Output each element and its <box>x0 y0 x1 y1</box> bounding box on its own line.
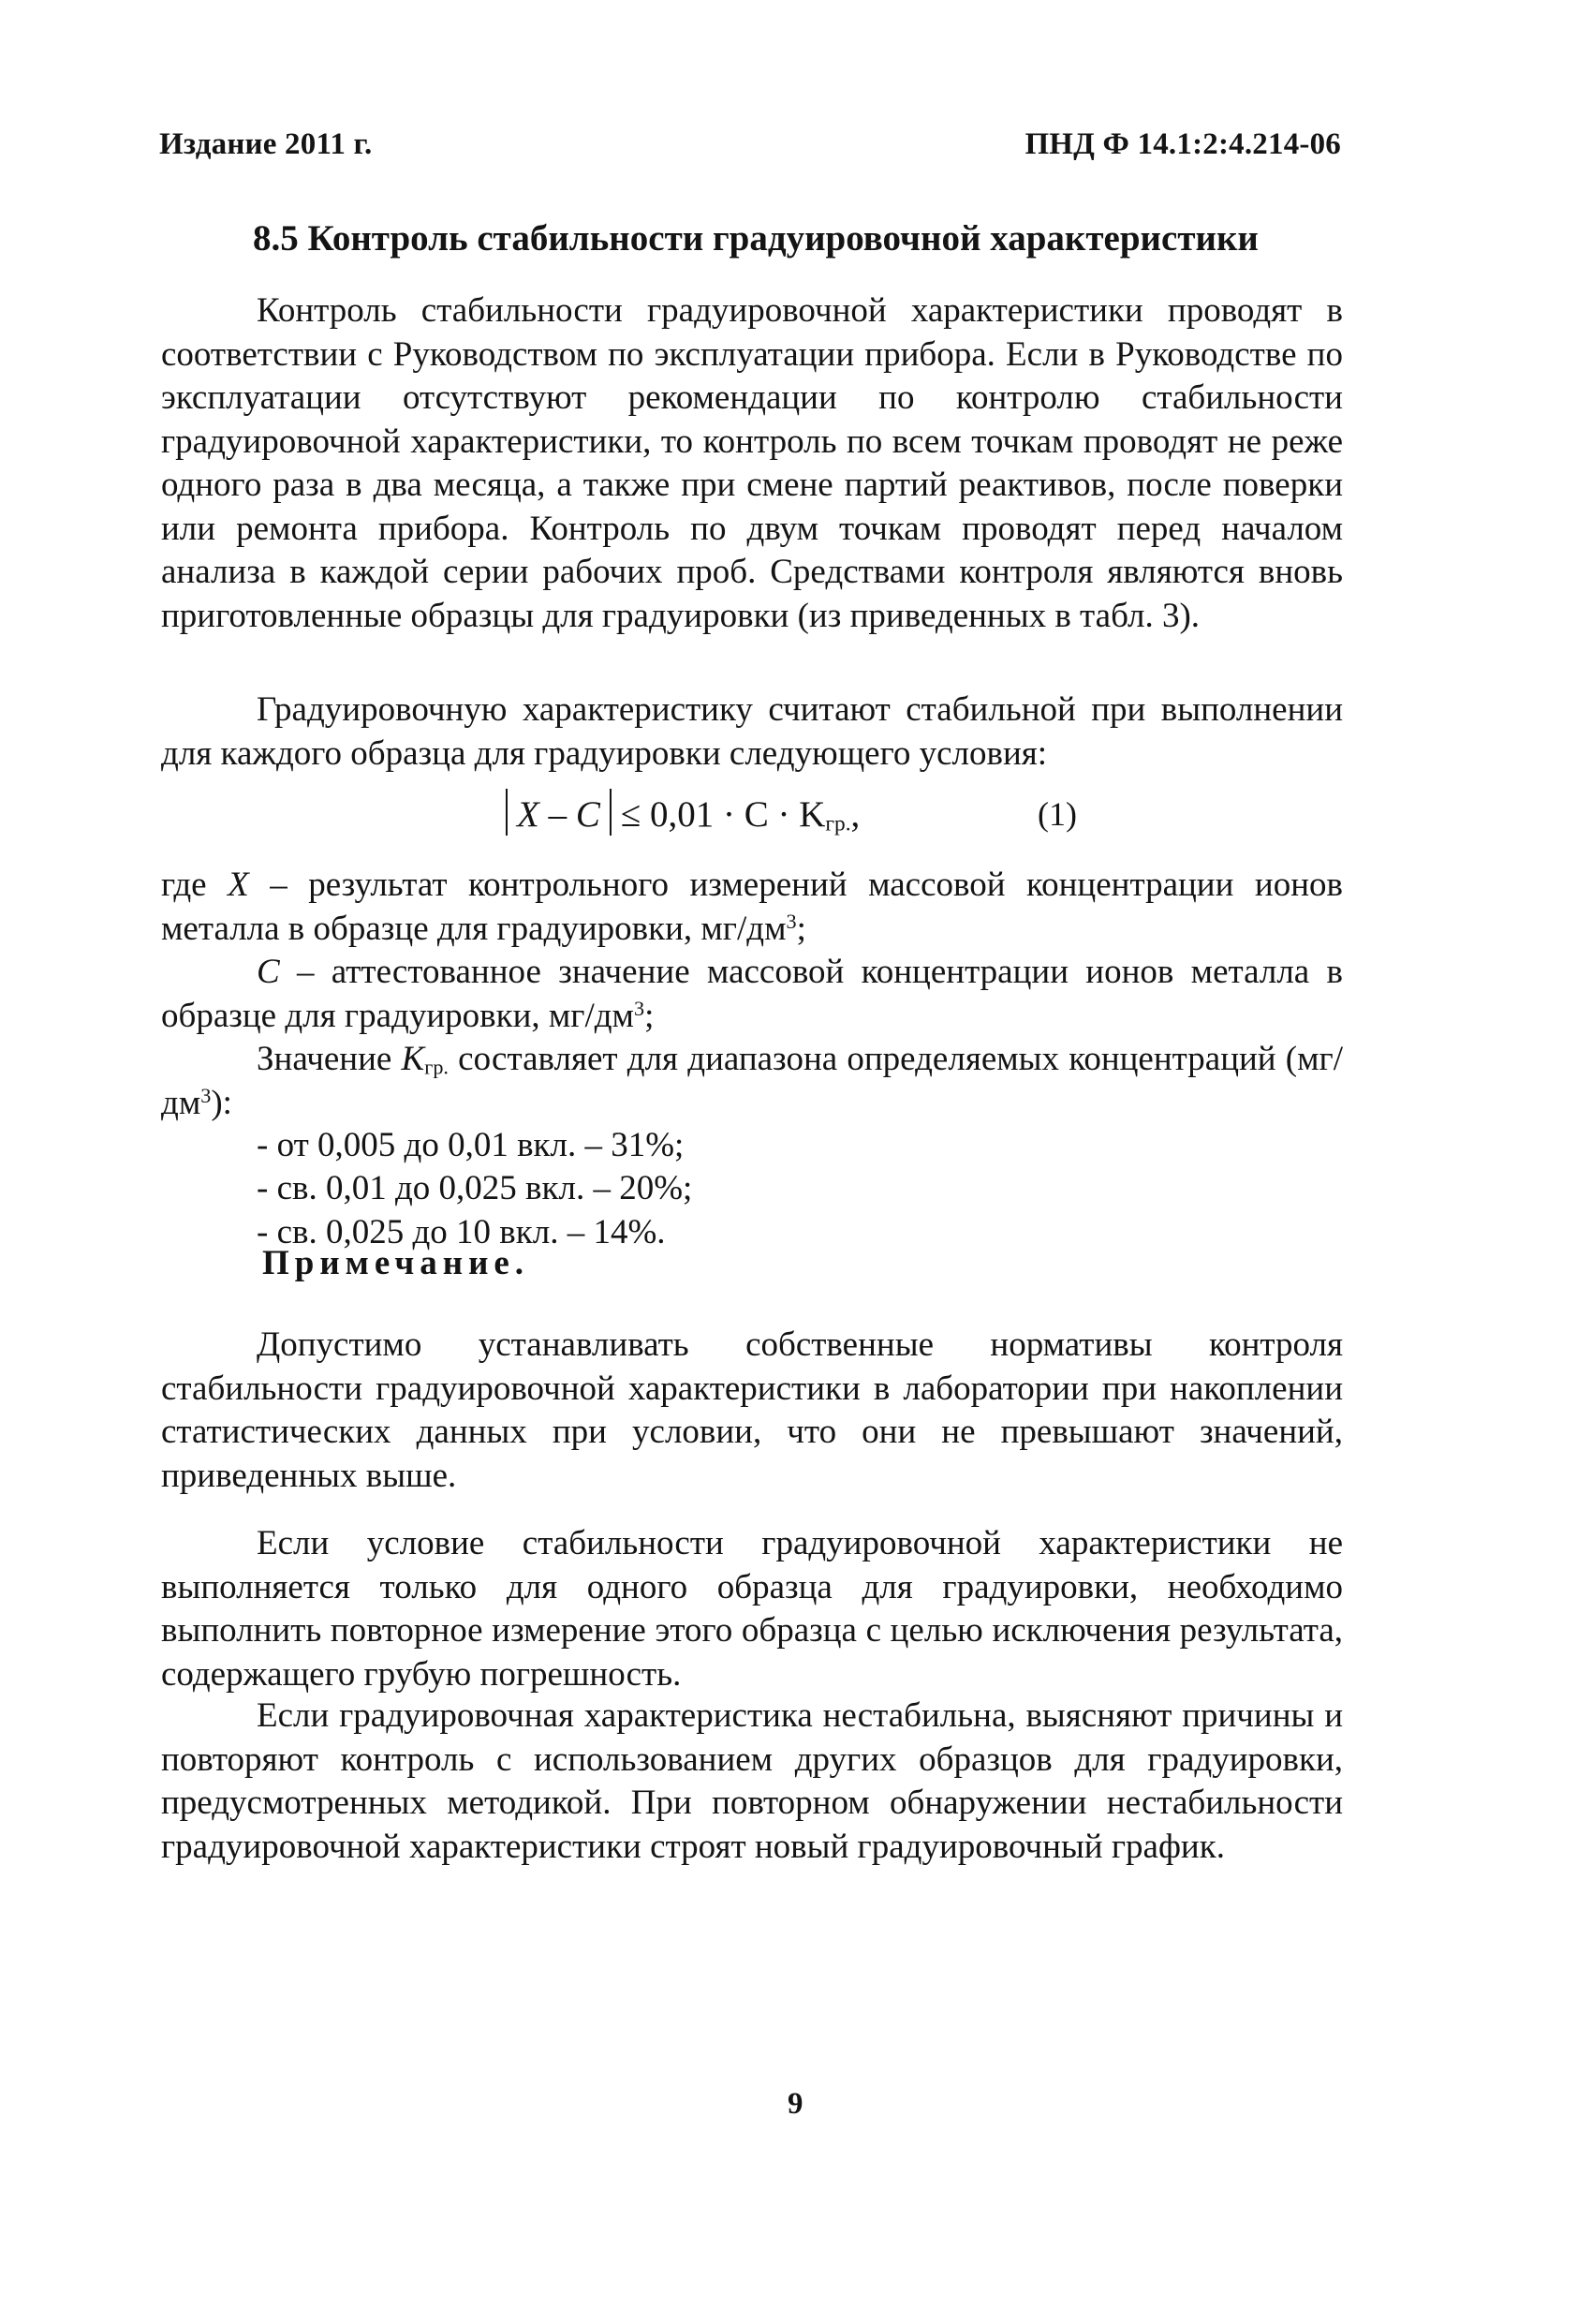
definition-c <box>161 951 1343 1038</box>
abs-bar-right <box>610 789 612 836</box>
section-title: 8.5 Контроль стабильности градуировочной характеристики <box>253 218 1259 259</box>
definition-x <box>161 864 1343 951</box>
var-x: X <box>228 866 249 904</box>
definition-k-end: ): <box>211 1083 232 1122</box>
formula-right-expr: ≤ 0,01 · C · K <box>620 794 826 835</box>
var-k: K <box>401 1040 425 1078</box>
paragraph-calibration-control: Контроль стабильности градуировочной характеристики проводят в соответствии с Руководством по эксплуатации прибора. Если в Руководстве по эксплуатации отсутствуют рекомендации по контролю стабильности градуировочной характеристики, то контроль по всем точкам проводят не реже одного раза в два месяца, а также при смене партий реактивов, после поверки или ремонта прибора. Контроль по двум точкам проводят перед началом анализа в каждой серии рабочих проб. Средствами контроля являются вновь приготовленные образцы для градуировки (из приведенных в табл. 3). <box>161 291 1343 635</box>
document-code-header: ПНД Ф 14.1:2:4.214-06 <box>1024 127 1341 161</box>
range-item: - от 0,005 до 0,01 вкл. – 31%; <box>257 1126 685 1164</box>
abs-bar-left <box>506 789 508 836</box>
range-item: - св. 0,025 до 10 вкл. – 14%. <box>257 1213 666 1251</box>
paragraph-stability-condition: Градуировочную характеристику считают стабильной при выполнении для каждого образца для градуировки следующего условия: <box>161 690 1343 773</box>
definition-c-end: ; <box>644 996 655 1035</box>
formula-number: (1) <box>1038 795 1077 833</box>
k-subscript: гр. <box>424 1055 449 1079</box>
definition-x-end: ; <box>796 909 806 948</box>
note-title: Примечание. <box>262 1244 530 1282</box>
where-prefix: где <box>161 866 228 904</box>
formula-left-var: X – C <box>517 794 600 835</box>
superscript: 3 <box>786 909 797 933</box>
var-c: C <box>257 953 280 991</box>
definition-x-text: – результат контрольного измерений массовой концентрации ионов металла в образце для градуировки, мг/дм <box>161 866 1343 948</box>
superscript: 3 <box>200 1083 212 1107</box>
note-paragraph: Допустимо устанавливать собственные нормативы контроля стабильности градуировочной характеристики в лаборатории при накоплении статистических данных при условии, что они не превышают значений, приведенных выше. <box>161 1325 1343 1495</box>
formula-trailing: , <box>850 794 861 835</box>
range-item: - св. 0,01 до 0,025 вкл. – 20%; <box>257 1169 693 1207</box>
stability-formula <box>496 789 860 836</box>
edition-header: Издание 2011 г. <box>159 127 373 161</box>
page-number: 9 <box>788 2087 803 2121</box>
superscript: 3 <box>633 996 645 1020</box>
definition-k-prefix: Значение <box>257 1040 402 1078</box>
formula-subscript: гр. <box>825 811 851 836</box>
instability-paragraph: Если градуировочная характеристика нестабильна, выясняют причины и повторяют контроль с использованием других образцов для градуировки, предусмотренных методикой. При повторном обнаружении нестабильности градуировочной характеристики строят новый градуировочный график. <box>161 1696 1343 1866</box>
repeat-measurement-paragraph: Если условие стабильности градуировочной характеристики не выполняется только для одного образца для градуировки, необходимо выполнить повторное измерение этого образца с целью исключения результата, содержащего грубую погрешность. <box>161 1524 1343 1694</box>
definition-c-text: – аттестованное значение массовой концентрации ионов металла в образце для градуировки, мг/дм <box>161 953 1343 1035</box>
definition-k-text: составляет для диапазона определяемых концентраций (мг/дм <box>161 1040 1343 1122</box>
definition-k <box>161 1038 1343 1125</box>
